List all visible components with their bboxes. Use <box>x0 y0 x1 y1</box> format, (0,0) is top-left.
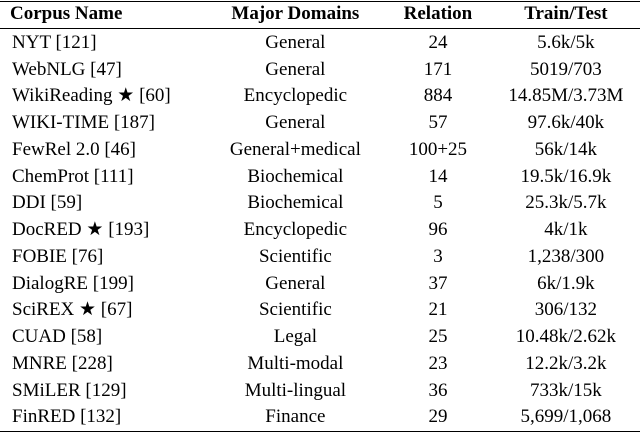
cell-train-test: 19.5k/16.9k <box>520 165 612 187</box>
cell-major-domains: Scientific <box>258 299 332 321</box>
cell-relation: 96 <box>428 219 448 241</box>
cell-train-test: 14.85M/3.73M <box>508 85 624 107</box>
table-row <box>0 136 640 163</box>
header-train-test: Train/Test <box>524 3 608 24</box>
cell-relation: 14 <box>428 165 448 187</box>
table-row <box>0 83 640 110</box>
cell-train-test: 97.6k/40k <box>527 112 605 134</box>
cell-relation: 100+25 <box>408 138 468 160</box>
cell-train-test: 25.3k/5.7k <box>525 192 607 214</box>
cell-major-domains: General <box>265 31 326 53</box>
cell-major-domains: Encyclopedic <box>243 219 348 241</box>
cell-major-domains: Legal <box>273 326 317 348</box>
cell-relation: 37 <box>428 272 448 294</box>
cell-major-domains: General <box>265 272 326 294</box>
cell-corpus-name: ChemProt [111] <box>12 165 134 187</box>
cell-train-test: 306/132 <box>534 299 598 321</box>
cell-major-domains: Biochemical <box>247 165 344 187</box>
cell-major-domains: Encyclopedic <box>243 85 348 107</box>
header-major-domains: Major Domains <box>231 3 360 24</box>
cell-train-test: 5.6k/5k <box>537 31 595 53</box>
table-bottom-rule <box>0 431 640 432</box>
cell-corpus-name: WebNLG [47] <box>12 58 122 80</box>
table-row <box>0 323 640 350</box>
cell-relation: 57 <box>428 112 448 134</box>
cell-train-test: 4k/1k <box>544 219 588 241</box>
header-row <box>0 0 640 27</box>
cell-major-domains: General <box>265 58 326 80</box>
cell-relation: 23 <box>428 352 448 374</box>
table-row <box>0 243 640 270</box>
cell-major-domains: Scientific <box>258 245 332 267</box>
cell-relation: 24 <box>428 31 448 53</box>
table-row <box>0 377 640 404</box>
cell-relation: 21 <box>428 299 448 321</box>
cell-train-test: 12.2k/3.2k <box>525 352 607 374</box>
cell-corpus-name: DialogRE [199] <box>12 272 134 294</box>
cell-corpus-name: FinRED [132] <box>12 406 122 428</box>
cell-major-domains: Multi-modal <box>247 352 344 374</box>
cell-train-test: 5019/703 <box>530 58 602 80</box>
table-row <box>0 270 640 297</box>
cell-train-test: 10.48k/2.62k <box>515 326 617 348</box>
cell-relation: 5 <box>433 192 443 214</box>
cell-major-domains: Finance <box>265 406 326 428</box>
cell-corpus-name: FOBIE [76] <box>12 245 104 267</box>
cell-train-test: 56k/14k <box>534 138 598 160</box>
cell-corpus-name: SciREX ★ [67] <box>12 299 133 321</box>
table-body <box>0 27 640 430</box>
cell-train-test: 6k/1.9k <box>537 272 595 294</box>
cell-major-domains: General+medical <box>229 138 361 160</box>
table-row <box>0 216 640 243</box>
cell-corpus-name: SMiLER [129] <box>12 379 127 401</box>
cell-relation: 171 <box>423 58 453 80</box>
cell-relation: 884 <box>423 85 453 107</box>
table-row <box>0 56 640 83</box>
table-row <box>0 350 640 377</box>
cell-corpus-name: WikiReading ★ [60] <box>12 85 171 107</box>
cell-major-domains: General <box>265 112 326 134</box>
table-header <box>0 0 640 27</box>
cell-relation: 25 <box>428 326 448 348</box>
header-relation: Relation <box>403 3 473 24</box>
cell-major-domains: Biochemical <box>247 192 344 214</box>
cell-corpus-name: FewRel 2.0 [46] <box>12 138 137 160</box>
cell-relation: 3 <box>433 245 443 267</box>
table-row <box>0 27 640 56</box>
cell-corpus-name: CUAD [58] <box>12 326 103 348</box>
cell-corpus-name: WIKI-TIME [187] <box>12 112 155 134</box>
cell-train-test: 1,238/300 <box>527 245 605 267</box>
cell-relation: 36 <box>428 379 448 401</box>
cell-corpus-name: DocRED ★ [193] <box>12 219 150 241</box>
cell-train-test: 733k/15k <box>530 379 602 401</box>
cell-train-test: 5,699/1,068 <box>520 406 612 428</box>
table-row <box>0 404 640 431</box>
cell-corpus-name: MNRE [228] <box>12 352 113 374</box>
header-corpus-name: Corpus Name <box>10 3 123 24</box>
table-row <box>0 163 640 190</box>
cell-major-domains: Multi-lingual <box>244 379 347 401</box>
table-row <box>0 190 640 217</box>
table-row <box>0 109 640 136</box>
cell-relation: 29 <box>428 406 448 428</box>
table-row <box>0 297 640 324</box>
cell-corpus-name: DDI [59] <box>12 192 83 214</box>
cell-corpus-name: NYT [121] <box>12 31 97 53</box>
